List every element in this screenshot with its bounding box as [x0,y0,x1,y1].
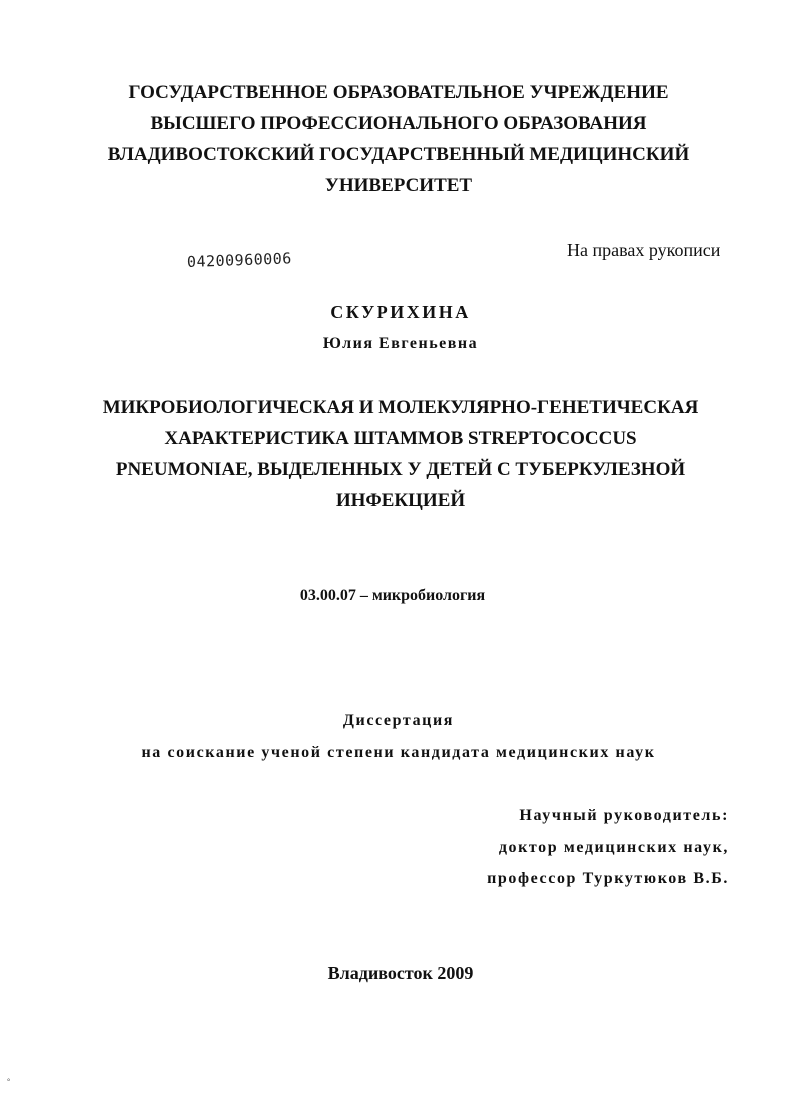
author-surname: СКУРИХИНА [330,302,471,322]
archive-stamp-number: 04200960006 [186,249,293,271]
thesis-title-line-2: ХАРАКТЕРИСТИКА ШТАММОВ STREPTOCOCCUS [164,428,637,449]
supervisor-degree: доктор медицинских наук, [498,839,729,856]
corner-mark: ° [7,1077,11,1086]
thesis-title-line-4: ИНФЕКЦИЕЙ [335,490,466,511]
institution-line-4: УНИВЕРСИТЕТ [324,175,473,196]
institution-line-1: ГОСУДАРСТВЕННОЕ ОБРАЗОВАТЕЛЬНОЕ УЧРЕЖДЕНИЕ [128,82,669,103]
degree-purpose: на соискание ученой степени кандидата медицинских наук [141,744,656,761]
rights-note: На правах рукописи [567,240,721,260]
institution-line-2: ВЫСШЕГО ПРОФЕССИОНАЛЬНОГО ОБРАЗОВАНИЯ [150,113,647,134]
supervisor-label: Научный руководитель: [519,807,729,824]
place-year: Владивосток 2009 [327,963,474,983]
thesis-title-line-1: МИКРОБИОЛОГИЧЕСКАЯ И МОЛЕКУЛЯРНО-ГЕНЕТИЧЕСКАЯ [102,397,699,418]
institution-line-3: ВЛАДИВОСТОКСКИЙ ГОСУДАРСТВЕННЫЙ МЕДИЦИНСКИЙ [107,144,690,165]
supervisor-name: профессор Туркутюков В.Б. [487,870,729,887]
degree-type: Диссертация [342,712,455,729]
author-given-names: Юлия Евгеньевна [322,335,479,352]
specialty-code: 03.00.07 – микробиология [299,587,486,604]
thesis-title-line-3: PNEUMONIAE, ВЫДЕЛЕННЫХ У ДЕТЕЙ С ТУБЕРКУЛЕЗНОЙ [115,459,686,480]
